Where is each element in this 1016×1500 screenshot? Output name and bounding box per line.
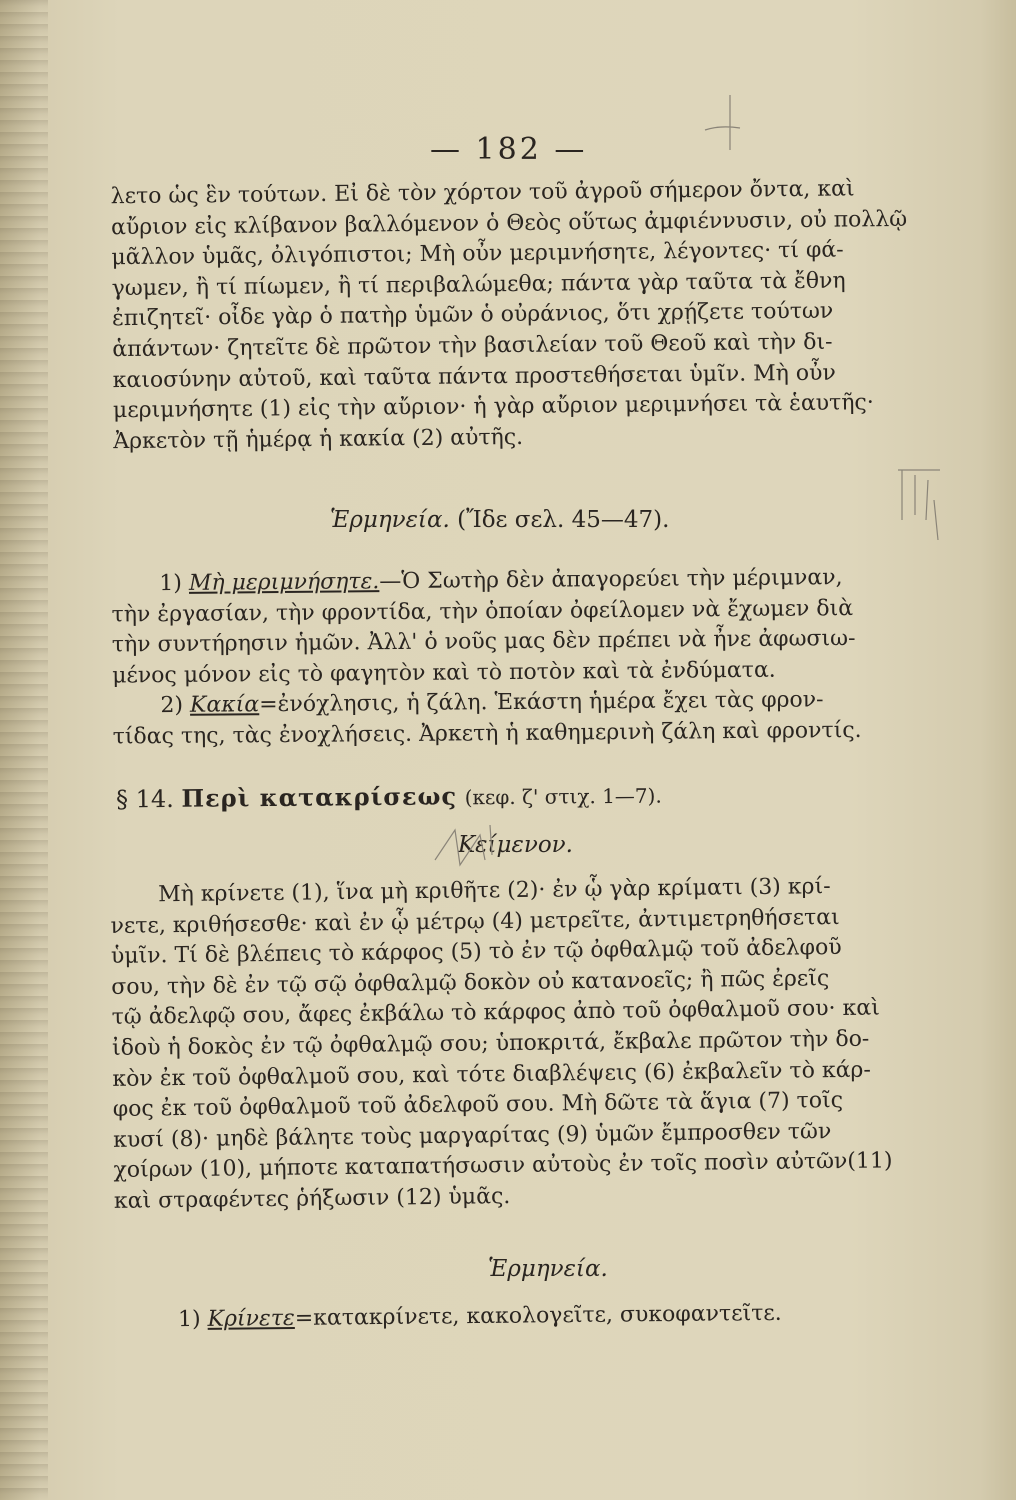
text-line: ἁπάντων· ζητεῖτε δὲ πρῶτον τὴν βασιλείαν τοῦ Θεοῦ καὶ τὴν δι- [112,329,833,363]
note-text: =ἐνόχλησις, ἡ ζάλη. Ἑκάστη ἡμέρα ἔχει τὰς φρον- [259,687,824,718]
interpretation-heading-2: Ἑρμηνεία. [488,1256,608,1282]
text-line: σου, τὴν δὲ ἐν τῷ σῷ ὀφθαλμῷ δοκὸν οὐ κατανοεῖς; ἢ πῶς ἐρεῖς [111,965,830,1000]
note-text: —Ὁ Σωτὴρ δὲν ἀπαγορεύει τὴν μέριμναν, [379,565,843,595]
page-number: — 182 — [430,132,588,167]
pencil-mark-margin [890,460,950,560]
text-line: καὶ στραφέντες ῥήξωσιν (12) ὑμᾶς. [113,1183,511,1214]
text-heading: Κείμενον. [458,832,573,858]
text-line: μᾶλλον ὑμᾶς, ὀλιγόπιστοι; Μὴ οὖν μεριμνήσητε, λέγοντες· τί φά- [111,237,844,271]
page-spine-edge [0,0,48,1500]
text-line: Μὴ κρίνετε (1), ἵνα μὴ κριθῆτε (2)· ἐν ᾧ γὰρ κρίματι (3) κρί- [157,874,831,908]
text-line: καιοσύνην αὐτοῦ, καὶ ταῦτα πάντα προστεθήσεται ὑμῖν. Μὴ οὖν [112,360,836,393]
text-line: μένος μόνον εἰς τὸ φαγητὸν καὶ τὸ ποτὸν καὶ τὰ ἐνδύματα. [112,657,776,689]
text-line: κὸν ἐκ τοῦ ὀφθαλμοῦ σου, καὶ τότε διαβλέψεις (6) ἐκβαλεῖν τὸ κάρ- [112,1057,872,1092]
text-line: Ἀρκετὸν τῇ ἡμέρᾳ ἡ κακία (2) αὐτῆς. [113,424,524,454]
scripture-passage-1 [111,174,914,458]
text-line: λετο ὡς ἓν τούτων. Εἰ δὲ τὸν χόρτον τοῦ ἀγροῦ σήμερον ὄντα, καὶ [110,176,855,210]
scripture-passage-2 [110,871,914,1217]
note-number: 1) [177,1306,201,1333]
text-line: φος ἐκ τοῦ ὀφθαλμοῦ τοῦ ἀδελφοῦ σου. Μὴ δῶτε τὰ ἅγια (7) τοῖς [112,1088,844,1123]
section-heading [116,780,662,814]
note-number: 1) [159,570,183,597]
text-line: ὑμῖν. Τί δὲ βλέπεις τὸ κάρφος (5) τὸ ἐν τῷ ὀφθαλμῷ τοῦ ἀδελφοῦ [110,935,842,970]
text-line: τὴν ἐργασίαν, τὴν φροντίδα, τὴν ὁποίαν ὀφείλομεν νὰ ἔχωμεν διὰ [111,595,854,628]
note-term: Κακία [189,692,260,719]
text-line: τίδας της, τὰς ἐνοχλήσεις. Ἀρκετὴ ἡ καθημερινὴ ζάλη καὶ φροντίς. [112,717,862,750]
text-line: αὔριον εἰς κλίβανον βαλλόμενον ὁ Θεὸς οὕτως ἀμφιέννυσιν, οὐ πολλῷ [110,206,908,240]
text-line: κυσί (8)· μηδὲ βάλητε τοὺς μαργαρίτας (9) ὑμῶν ἔμπροσθεν τῶν [112,1118,832,1153]
interpretation-title: Ἑρμηνεία. [330,507,450,533]
text-line: ἰδοὺ ἡ δοκὸς ἐν τῷ ὀφθαλμῷ σου; ὑποκριτά, ἔκβαλε πρῶτον τὴν δο- [111,1026,870,1061]
text-line: τῷ ἀδελφῷ σου, ἄφες ἐκβάλω τὸ κάρφος ἀπὸ τοῦ ὀφθαλμοῦ σου· καὶ [111,995,880,1031]
interpretation-heading-1 [330,507,669,533]
text-line: νετε, κριθήσεσθε· καὶ ἐν ᾧ μέτρῳ (4) μετρεῖτε, ἀντιμετρηθήσεται [110,904,840,939]
pencil-mark-top [690,90,750,160]
text-line: μεριμνήσητε (1) εἰς τὴν αὔριον· ἡ γὰρ αὔριον μεριμνήσει τὰ ἑαυτῆς· [112,390,874,424]
note-term: Κρίνετε [207,1305,295,1332]
interpretation-ref: (Ἴδε σελ. 45—47). [457,507,670,533]
section-mark: § 14. [115,784,174,814]
text-line: γωμεν, ἢ τί πίωμεν, ἢ τί περιβαλώμεθα; πάντα γὰρ ταῦτα τὰ ἔθνη [111,268,846,301]
notes-block-1 [111,563,913,754]
note-text: =κατακρίνετε, κακολογεῖτε, συκοφαντεῖτε. [294,1300,782,1331]
note-number: 2) [160,693,184,719]
text-line: χοίρων (10), μήποτε καταπατήσωσιν αὐτοὺς ἐν τοῖς ποσὶν αὐτῶν(11) [113,1148,893,1184]
text-line: τὴν συντήρησιν ἡμῶν. Ἀλλ' ὁ νοῦς μας δὲν πρέπει νὰ ἦνε ἀφωσιω- [111,626,856,658]
section-title: Περὶ κατακρίσεως [181,781,458,813]
note-3 [178,1301,782,1332]
text-line: ἐπιζητεῖ· οἶδε γὰρ ὁ πατὴρ ὑμῶν ὁ οὐράνιος, ὅτι χρῄζετε τούτων [111,299,834,332]
section-ref: (κεφ. ζ' στιχ. 1—7). [464,783,662,810]
note-term: Μὴ μεριμνήσητε. [188,569,380,596]
